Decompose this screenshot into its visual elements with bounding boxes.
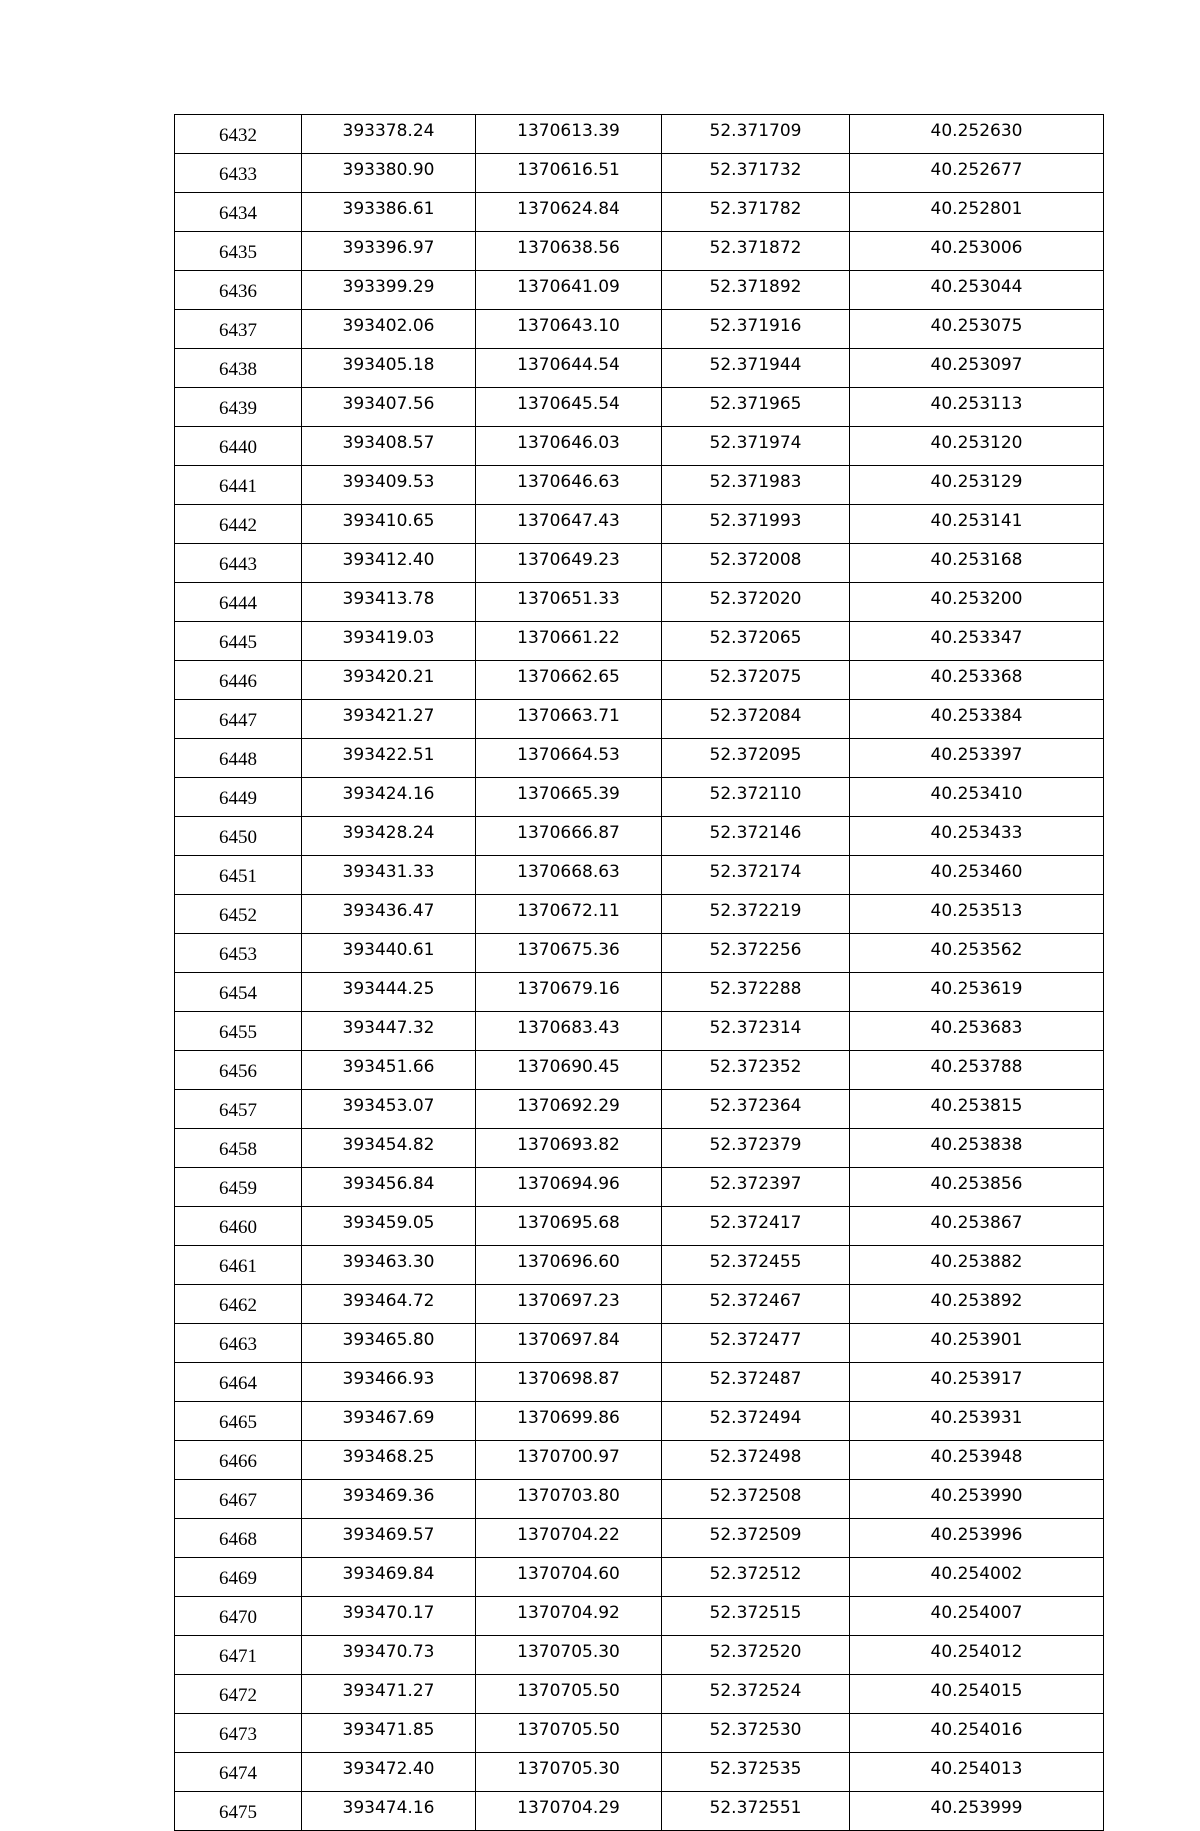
point-number-cell: 6466	[175, 1441, 302, 1480]
longitude-cell: 40.254012	[850, 1636, 1104, 1675]
latitude-cell: 52.371892	[662, 271, 850, 310]
point-number-cell: 6469	[175, 1558, 302, 1597]
x-coordinate-cell: 393410.65	[302, 505, 476, 544]
longitude-cell: 40.254013	[850, 1753, 1104, 1792]
table-row	[175, 1714, 1104, 1753]
latitude-cell: 52.372512	[662, 1558, 850, 1597]
y-coordinate-cell: 1370664.53	[476, 739, 662, 778]
y-coordinate-cell: 1370694.96	[476, 1168, 662, 1207]
y-coordinate-cell: 1370699.86	[476, 1402, 662, 1441]
table-row	[175, 661, 1104, 700]
table-row	[175, 154, 1104, 193]
table-row	[175, 1246, 1104, 1285]
y-coordinate-cell: 1370705.50	[476, 1714, 662, 1753]
latitude-cell: 52.371732	[662, 154, 850, 193]
latitude-cell: 52.372095	[662, 739, 850, 778]
point-number-cell: 6442	[175, 505, 302, 544]
table-row	[175, 1285, 1104, 1324]
point-number-cell: 6458	[175, 1129, 302, 1168]
point-number-cell: 6440	[175, 427, 302, 466]
longitude-cell: 40.253097	[850, 349, 1104, 388]
table-row	[175, 388, 1104, 427]
x-coordinate-cell: 393447.32	[302, 1012, 476, 1051]
longitude-cell: 40.253006	[850, 232, 1104, 271]
table-row	[175, 1792, 1104, 1831]
point-number-cell: 6433	[175, 154, 302, 193]
longitude-cell: 40.253368	[850, 661, 1104, 700]
longitude-cell: 40.253882	[850, 1246, 1104, 1285]
table-row	[175, 1324, 1104, 1363]
x-coordinate-cell: 393474.16	[302, 1792, 476, 1831]
table-row	[175, 1636, 1104, 1675]
x-coordinate-cell: 393409.53	[302, 466, 476, 505]
y-coordinate-cell: 1370697.23	[476, 1285, 662, 1324]
x-coordinate-cell: 393421.27	[302, 700, 476, 739]
y-coordinate-cell: 1370704.22	[476, 1519, 662, 1558]
table-row	[175, 895, 1104, 934]
longitude-cell: 40.253347	[850, 622, 1104, 661]
x-coordinate-cell: 393408.57	[302, 427, 476, 466]
latitude-cell: 52.372551	[662, 1792, 850, 1831]
y-coordinate-cell: 1370646.03	[476, 427, 662, 466]
latitude-cell: 52.372075	[662, 661, 850, 700]
table-row	[175, 1597, 1104, 1636]
x-coordinate-cell: 393469.57	[302, 1519, 476, 1558]
table-row	[175, 1519, 1104, 1558]
y-coordinate-cell: 1370683.43	[476, 1012, 662, 1051]
x-coordinate-cell: 393413.78	[302, 583, 476, 622]
point-number-cell: 6445	[175, 622, 302, 661]
table-row	[175, 583, 1104, 622]
longitude-cell: 40.253113	[850, 388, 1104, 427]
y-coordinate-cell: 1370645.54	[476, 388, 662, 427]
longitude-cell: 40.253200	[850, 583, 1104, 622]
y-coordinate-cell: 1370705.50	[476, 1675, 662, 1714]
x-coordinate-cell: 393465.80	[302, 1324, 476, 1363]
latitude-cell: 52.372530	[662, 1714, 850, 1753]
longitude-cell: 40.253996	[850, 1519, 1104, 1558]
table-row	[175, 973, 1104, 1012]
longitude-cell: 40.252630	[850, 115, 1104, 154]
point-number-cell: 6460	[175, 1207, 302, 1246]
table-row	[175, 271, 1104, 310]
y-coordinate-cell: 1370641.09	[476, 271, 662, 310]
y-coordinate-cell: 1370666.87	[476, 817, 662, 856]
longitude-cell: 40.254015	[850, 1675, 1104, 1714]
y-coordinate-cell: 1370705.30	[476, 1753, 662, 1792]
point-number-cell: 6474	[175, 1753, 302, 1792]
y-coordinate-cell: 1370647.43	[476, 505, 662, 544]
latitude-cell: 52.372535	[662, 1753, 850, 1792]
latitude-cell: 52.372174	[662, 856, 850, 895]
point-number-cell: 6461	[175, 1246, 302, 1285]
point-number-cell: 6450	[175, 817, 302, 856]
x-coordinate-cell: 393451.66	[302, 1051, 476, 1090]
table-row	[175, 1168, 1104, 1207]
x-coordinate-cell: 393440.61	[302, 934, 476, 973]
x-coordinate-cell: 393472.40	[302, 1753, 476, 1792]
y-coordinate-cell: 1370638.56	[476, 232, 662, 271]
latitude-cell: 52.372288	[662, 973, 850, 1012]
y-coordinate-cell: 1370616.51	[476, 154, 662, 193]
longitude-cell: 40.253397	[850, 739, 1104, 778]
latitude-cell: 52.372364	[662, 1090, 850, 1129]
table-row	[175, 1441, 1104, 1480]
y-coordinate-cell: 1370649.23	[476, 544, 662, 583]
y-coordinate-cell: 1370695.68	[476, 1207, 662, 1246]
y-coordinate-cell: 1370646.63	[476, 466, 662, 505]
y-coordinate-cell: 1370672.11	[476, 895, 662, 934]
longitude-cell: 40.253788	[850, 1051, 1104, 1090]
table-row	[175, 505, 1104, 544]
x-coordinate-cell: 393453.07	[302, 1090, 476, 1129]
table-row	[175, 349, 1104, 388]
table-row	[175, 1480, 1104, 1519]
longitude-cell: 40.253129	[850, 466, 1104, 505]
point-number-cell: 6446	[175, 661, 302, 700]
y-coordinate-cell: 1370703.80	[476, 1480, 662, 1519]
longitude-cell: 40.253410	[850, 778, 1104, 817]
x-coordinate-cell: 393380.90	[302, 154, 476, 193]
longitude-cell: 40.253990	[850, 1480, 1104, 1519]
y-coordinate-cell: 1370690.45	[476, 1051, 662, 1090]
table-row	[175, 115, 1104, 154]
y-coordinate-cell: 1370651.33	[476, 583, 662, 622]
latitude-cell: 52.371916	[662, 310, 850, 349]
point-number-cell: 6453	[175, 934, 302, 973]
x-coordinate-cell: 393471.27	[302, 1675, 476, 1714]
longitude-cell: 40.253120	[850, 427, 1104, 466]
longitude-cell: 40.253141	[850, 505, 1104, 544]
latitude-cell: 52.372020	[662, 583, 850, 622]
latitude-cell: 52.372467	[662, 1285, 850, 1324]
table-row	[175, 232, 1104, 271]
point-number-cell: 6475	[175, 1792, 302, 1831]
longitude-cell: 40.253044	[850, 271, 1104, 310]
point-number-cell: 6462	[175, 1285, 302, 1324]
x-coordinate-cell: 393419.03	[302, 622, 476, 661]
table-row	[175, 934, 1104, 973]
latitude-cell: 52.372219	[662, 895, 850, 934]
point-number-cell: 6472	[175, 1675, 302, 1714]
latitude-cell: 52.372379	[662, 1129, 850, 1168]
table-row	[175, 310, 1104, 349]
y-coordinate-cell: 1370663.71	[476, 700, 662, 739]
longitude-cell: 40.253948	[850, 1441, 1104, 1480]
point-number-cell: 6444	[175, 583, 302, 622]
x-coordinate-cell: 393436.47	[302, 895, 476, 934]
table-row	[175, 1051, 1104, 1090]
point-number-cell: 6452	[175, 895, 302, 934]
point-number-cell: 6459	[175, 1168, 302, 1207]
table-row	[175, 778, 1104, 817]
latitude-cell: 52.372256	[662, 934, 850, 973]
point-number-cell: 6435	[175, 232, 302, 271]
latitude-cell: 52.372146	[662, 817, 850, 856]
latitude-cell: 52.372084	[662, 700, 850, 739]
x-coordinate-cell: 393468.25	[302, 1441, 476, 1480]
table-row	[175, 1363, 1104, 1402]
y-coordinate-cell: 1370698.87	[476, 1363, 662, 1402]
longitude-cell: 40.253683	[850, 1012, 1104, 1051]
y-coordinate-cell: 1370693.82	[476, 1129, 662, 1168]
y-coordinate-cell: 1370675.36	[476, 934, 662, 973]
x-coordinate-cell: 393470.17	[302, 1597, 476, 1636]
x-coordinate-cell: 393402.06	[302, 310, 476, 349]
point-number-cell: 6473	[175, 1714, 302, 1753]
longitude-cell: 40.253917	[850, 1363, 1104, 1402]
latitude-cell: 52.372515	[662, 1597, 850, 1636]
x-coordinate-cell: 393405.18	[302, 349, 476, 388]
latitude-cell: 52.372508	[662, 1480, 850, 1519]
longitude-cell: 40.254007	[850, 1597, 1104, 1636]
table-row	[175, 1012, 1104, 1051]
x-coordinate-cell: 393456.84	[302, 1168, 476, 1207]
point-number-cell: 6457	[175, 1090, 302, 1129]
latitude-cell: 52.372455	[662, 1246, 850, 1285]
point-number-cell: 6434	[175, 193, 302, 232]
x-coordinate-cell: 393444.25	[302, 973, 476, 1012]
table-row	[175, 739, 1104, 778]
latitude-cell: 52.371965	[662, 388, 850, 427]
x-coordinate-cell: 393469.84	[302, 1558, 476, 1597]
x-coordinate-cell: 393420.21	[302, 661, 476, 700]
point-number-cell: 6443	[175, 544, 302, 583]
longitude-cell: 40.253856	[850, 1168, 1104, 1207]
longitude-cell: 40.253892	[850, 1285, 1104, 1324]
y-coordinate-cell: 1370704.92	[476, 1597, 662, 1636]
x-coordinate-cell: 393466.93	[302, 1363, 476, 1402]
longitude-cell: 40.253619	[850, 973, 1104, 1012]
point-number-cell: 6456	[175, 1051, 302, 1090]
table-row	[175, 1753, 1104, 1792]
x-coordinate-cell: 393470.73	[302, 1636, 476, 1675]
latitude-cell: 52.372520	[662, 1636, 850, 1675]
latitude-cell: 52.372352	[662, 1051, 850, 1090]
y-coordinate-cell: 1370697.84	[476, 1324, 662, 1363]
x-coordinate-cell: 393396.97	[302, 232, 476, 271]
point-number-cell: 6441	[175, 466, 302, 505]
point-number-cell: 6432	[175, 115, 302, 154]
latitude-cell: 52.371944	[662, 349, 850, 388]
x-coordinate-cell: 393469.36	[302, 1480, 476, 1519]
coordinates-table	[174, 114, 1104, 1831]
table-row	[175, 1207, 1104, 1246]
point-number-cell: 6448	[175, 739, 302, 778]
table-row	[175, 622, 1104, 661]
latitude-cell: 52.372524	[662, 1675, 850, 1714]
x-coordinate-cell: 393407.56	[302, 388, 476, 427]
point-number-cell: 6451	[175, 856, 302, 895]
x-coordinate-cell: 393463.30	[302, 1246, 476, 1285]
point-number-cell: 6470	[175, 1597, 302, 1636]
point-number-cell: 6471	[175, 1636, 302, 1675]
point-number-cell: 6468	[175, 1519, 302, 1558]
y-coordinate-cell: 1370705.30	[476, 1636, 662, 1675]
latitude-cell: 52.372008	[662, 544, 850, 583]
point-number-cell: 6467	[175, 1480, 302, 1519]
x-coordinate-cell: 393454.82	[302, 1129, 476, 1168]
point-number-cell: 6447	[175, 700, 302, 739]
y-coordinate-cell: 1370665.39	[476, 778, 662, 817]
latitude-cell: 52.371709	[662, 115, 850, 154]
point-number-cell: 6439	[175, 388, 302, 427]
y-coordinate-cell: 1370704.60	[476, 1558, 662, 1597]
longitude-cell: 40.253075	[850, 310, 1104, 349]
latitude-cell: 52.372509	[662, 1519, 850, 1558]
table-row	[175, 700, 1104, 739]
latitude-cell: 52.372417	[662, 1207, 850, 1246]
y-coordinate-cell: 1370624.84	[476, 193, 662, 232]
y-coordinate-cell: 1370668.63	[476, 856, 662, 895]
longitude-cell: 40.252801	[850, 193, 1104, 232]
x-coordinate-cell: 393428.24	[302, 817, 476, 856]
table-row	[175, 1090, 1104, 1129]
latitude-cell: 52.372477	[662, 1324, 850, 1363]
latitude-cell: 52.372494	[662, 1402, 850, 1441]
longitude-cell: 40.253562	[850, 934, 1104, 973]
table-row	[175, 856, 1104, 895]
x-coordinate-cell: 393459.05	[302, 1207, 476, 1246]
coordinates-table-body	[175, 115, 1104, 1831]
latitude-cell: 52.372397	[662, 1168, 850, 1207]
latitude-cell: 52.371993	[662, 505, 850, 544]
y-coordinate-cell: 1370643.10	[476, 310, 662, 349]
table-row	[175, 1558, 1104, 1597]
y-coordinate-cell: 1370700.97	[476, 1441, 662, 1480]
point-number-cell: 6436	[175, 271, 302, 310]
longitude-cell: 40.254016	[850, 1714, 1104, 1753]
latitude-cell: 52.372487	[662, 1363, 850, 1402]
longitude-cell: 40.253901	[850, 1324, 1104, 1363]
longitude-cell: 40.252677	[850, 154, 1104, 193]
x-coordinate-cell: 393378.24	[302, 115, 476, 154]
point-number-cell: 6463	[175, 1324, 302, 1363]
latitude-cell: 52.371983	[662, 466, 850, 505]
point-number-cell: 6437	[175, 310, 302, 349]
table-row	[175, 817, 1104, 856]
latitude-cell: 52.372314	[662, 1012, 850, 1051]
y-coordinate-cell: 1370679.16	[476, 973, 662, 1012]
x-coordinate-cell: 393464.72	[302, 1285, 476, 1324]
x-coordinate-cell: 393422.51	[302, 739, 476, 778]
y-coordinate-cell: 1370644.54	[476, 349, 662, 388]
table-row	[175, 427, 1104, 466]
table-row	[175, 193, 1104, 232]
longitude-cell: 40.253168	[850, 544, 1104, 583]
longitude-cell: 40.253513	[850, 895, 1104, 934]
x-coordinate-cell: 393431.33	[302, 856, 476, 895]
x-coordinate-cell: 393467.69	[302, 1402, 476, 1441]
latitude-cell: 52.372498	[662, 1441, 850, 1480]
longitude-cell: 40.253815	[850, 1090, 1104, 1129]
x-coordinate-cell: 393471.85	[302, 1714, 476, 1753]
point-number-cell: 6454	[175, 973, 302, 1012]
latitude-cell: 52.372065	[662, 622, 850, 661]
longitude-cell: 40.253460	[850, 856, 1104, 895]
y-coordinate-cell: 1370613.39	[476, 115, 662, 154]
latitude-cell: 52.372110	[662, 778, 850, 817]
y-coordinate-cell: 1370692.29	[476, 1090, 662, 1129]
point-number-cell: 6449	[175, 778, 302, 817]
table-row	[175, 1675, 1104, 1714]
longitude-cell: 40.253999	[850, 1792, 1104, 1831]
y-coordinate-cell: 1370704.29	[476, 1792, 662, 1831]
point-number-cell: 6464	[175, 1363, 302, 1402]
latitude-cell: 52.371974	[662, 427, 850, 466]
point-number-cell: 6455	[175, 1012, 302, 1051]
y-coordinate-cell: 1370696.60	[476, 1246, 662, 1285]
x-coordinate-cell: 393424.16	[302, 778, 476, 817]
x-coordinate-cell: 393386.61	[302, 193, 476, 232]
latitude-cell: 52.371872	[662, 232, 850, 271]
longitude-cell: 40.253384	[850, 700, 1104, 739]
point-number-cell: 6465	[175, 1402, 302, 1441]
y-coordinate-cell: 1370661.22	[476, 622, 662, 661]
y-coordinate-cell: 1370662.65	[476, 661, 662, 700]
longitude-cell: 40.253838	[850, 1129, 1104, 1168]
table-row	[175, 1402, 1104, 1441]
latitude-cell: 52.371782	[662, 193, 850, 232]
longitude-cell: 40.253433	[850, 817, 1104, 856]
longitude-cell: 40.253931	[850, 1402, 1104, 1441]
x-coordinate-cell: 393412.40	[302, 544, 476, 583]
x-coordinate-cell: 393399.29	[302, 271, 476, 310]
table-row	[175, 544, 1104, 583]
longitude-cell: 40.254002	[850, 1558, 1104, 1597]
longitude-cell: 40.253867	[850, 1207, 1104, 1246]
point-number-cell: 6438	[175, 349, 302, 388]
table-row	[175, 466, 1104, 505]
table-row	[175, 1129, 1104, 1168]
